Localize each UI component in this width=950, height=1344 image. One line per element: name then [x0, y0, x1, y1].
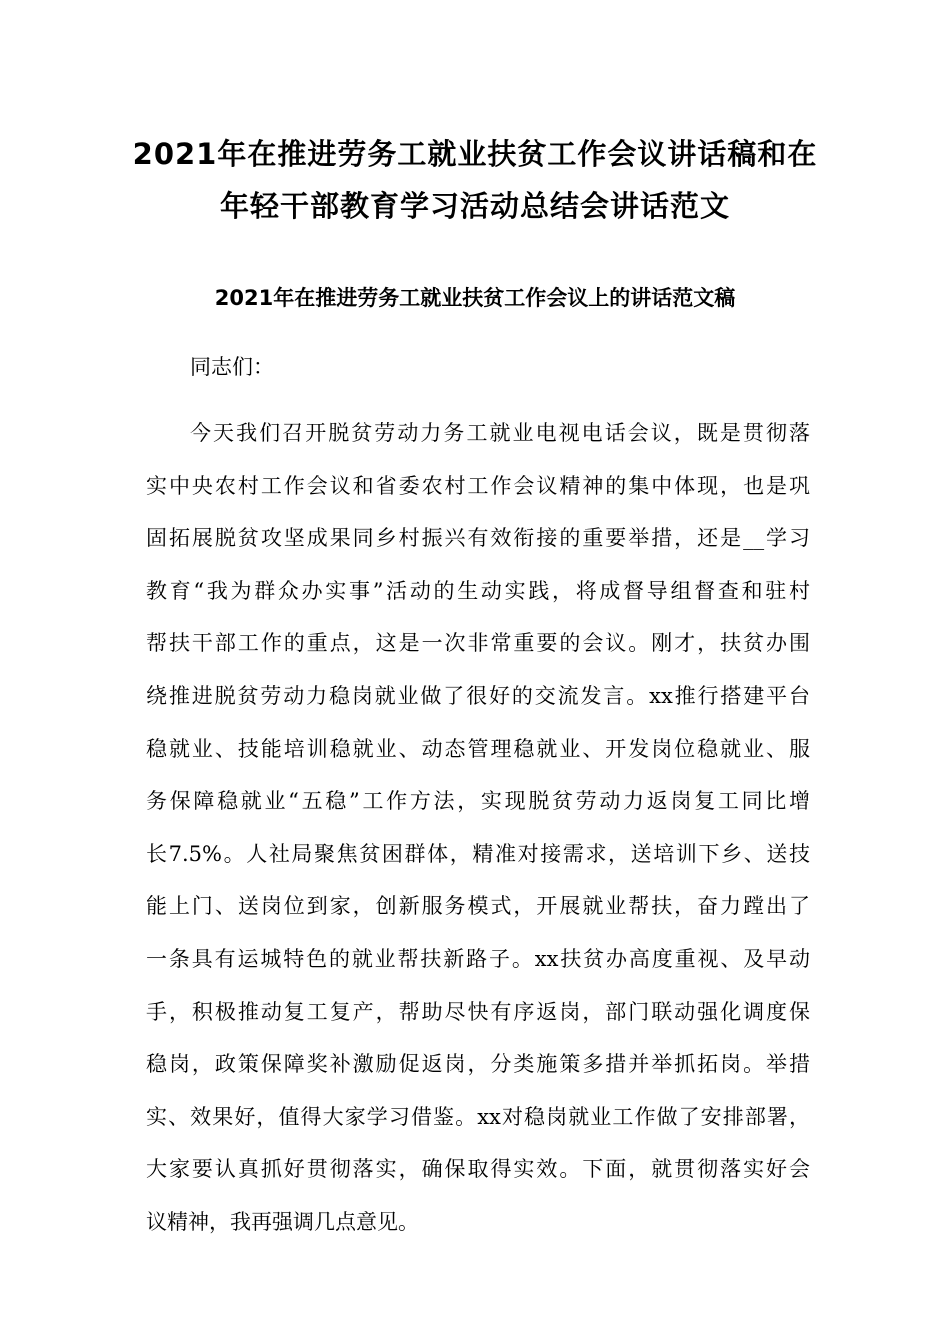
- paragraph-line: 一条具有运城特色的就业帮扶新路子。xx扶贫办高度重视、及早动: [146, 946, 810, 971]
- paragraph-line: 稳就业、技能培训稳就业、动态管理稳就业、开发岗位稳就业、服: [146, 736, 810, 761]
- paragraph-line: 长7.5%。人社局聚焦贫困群体，精准对接需求，送培训下乡、送技: [146, 841, 810, 866]
- paragraph-line: 稳岗，政策保障奖补激励促返岗，分类施策多措并举抓拓岗。举措: [146, 1052, 810, 1077]
- title-line-1: 2021年在推进劳务工就业扶贫工作会议讲话稿和在: [132, 137, 818, 171]
- section-title: 2021年在推进劳务工就业扶贫工作会议上的讲话范文稿: [214, 286, 736, 310]
- paragraph-line: 固拓展脱贫攻坚成果同乡村振兴有效衔接的重要举措，还是__学习: [146, 526, 810, 551]
- paragraph-line: 教育“我为群众办实事”活动的生动实践，将成督导组督查和驻村: [146, 578, 810, 603]
- paragraph-line: 手，积极推动复工复产，帮助尽快有序返岗，部门联动强化调度保: [146, 999, 810, 1024]
- paragraph-line: 议精神，我再强调几点意见。: [146, 1209, 419, 1234]
- paragraph-line: 绕推进脱贫劳动力稳岗就业做了很好的交流发言。xx推行搭建平台: [146, 683, 810, 708]
- paragraph-line: 实中央农村工作会议和省委农村工作会议精神的集中体现，也是巩: [146, 473, 810, 498]
- paragraph-line: 帮扶干部工作的重点，这是一次非常重要的会议。刚才，扶贫办围: [146, 631, 810, 656]
- paragraph-line: 能上门、送岗位到家，创新服务模式，开展就业帮扶，奋力蹚出了: [146, 894, 810, 919]
- salutation: 同志们：: [190, 355, 274, 379]
- title-line-2: 年轻干部教育学习活动总结会讲话范文: [219, 189, 730, 223]
- paragraph-line: 务保障稳就业“五稳”工作方法，实现脱贫劳动力返岗复工同比增: [146, 789, 810, 814]
- paragraph-line: 实、效果好，值得大家学习借鉴。xx对稳岗就业工作做了安排部署，: [146, 1104, 810, 1129]
- body-paragraph: [146, 418, 810, 1260]
- paragraph-line: 今天我们召开脱贫劳动力务工就业电视电话会议，既是贯彻落: [190, 421, 810, 445]
- paragraph-line: 大家要认真抓好贯彻落实，确保取得实效。下面，就贯彻落实好会: [146, 1157, 810, 1182]
- document-title: [100, 128, 850, 232]
